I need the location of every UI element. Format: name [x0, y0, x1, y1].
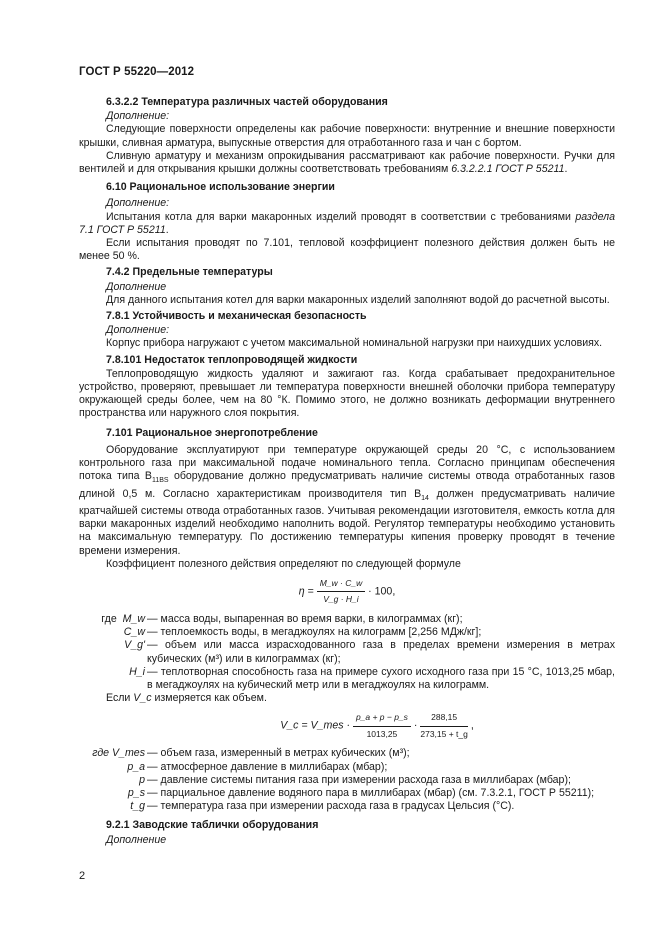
- paragraph: Если V_c измеряется как объем.: [106, 692, 267, 705]
- definition-item: t_g — температура газа при измерении расхода газа в градусах Цельсия (°С).: [130, 800, 515, 813]
- definition-list: [79, 747, 615, 813]
- section-heading: 7.101 Рациональное энергопотребление: [106, 426, 318, 439]
- section-heading: 7.8.101 Недостаток теплопроводящей жидкости: [106, 353, 358, 366]
- definition-item: C_w — теплоемкость воды, в мегаджоулях на килограмм [2,256 МДж/кг];: [123, 626, 482, 639]
- page-number: 2: [79, 870, 86, 882]
- paragraph: Оборудование эксплуатируют при температуре окружающей среды 20 °С, с использованием контрольного газа при максимальной подаче номинального тепла. Согласно принципам обеспечения потока типа $В_{11BS}$ оборудование должно предусматривать наличие системы отвода отработанных газов длиной 0,5 м. Согласно характеристикам производителя тип $В_{14}$ должен предусматривать наличие кратчайшей системы отвода отработанных газов. Учитывая рекомендации изготовителя, емкость котла для варки макаронных изделий необходимо наполнить водой. Регулятор температуры необходимо установить на максимальную температуру. По достижению температуры кипения проверку проводят в течение времени измерения.: [79, 443, 615, 557]
- paragraph: Коэффициент полезного действия определяют по следующей формуле: [106, 557, 461, 570]
- section-note: Дополнение:: [106, 110, 170, 123]
- paragraph: Теплопроводящую жидкость удаляют и зажигают газ. Когда срабатывает предохранительное устройство, проверяют, превышает ли температура поверхности внешней оболочки прибора температуру окружающей среды более, чем на 80 °К. Помимо этого, не должно возникать деформации внутреннего пространства или наружного слоя покрытия.: [79, 367, 615, 420]
- section-note: Дополнение:: [106, 324, 170, 337]
- section-heading: 6.3.2.2 Температура различных частей оборудования: [106, 96, 388, 108]
- formula-gas-volume: V_c = V_mes · $\frac{p\_a + p - p\_s}{1013,25}$ · $\frac{288,15}{273,15 + t\_g}$ ,: [280, 712, 474, 739]
- paragraph: Корпус прибора нагружают с учетом максимальной номинальной нагрузки при наихудших условиях.: [106, 337, 603, 350]
- definition-item: H_i — теплотворная способность газа на примере сухого исходного газа при 15 °С, 1013,25 мбар, в мегаджоулях на кубический метр или в мегаджоулях на килограмм.: [129, 665, 615, 691]
- formula-efficiency: η = $\frac{M\_w \cdot C\_w}{V\_g \cdot H\_i}$ · 100,: [298, 577, 396, 605]
- document-body: [79, 93, 615, 847]
- paragraph: Следующие поверхности определены как рабочие поверхности: внутренние и внешние поверхности крышки, сливная арматура, выпускные отверстия для отработанного газа и чан с бортом.: [79, 123, 615, 149]
- section-heading: 6.10 Рациональное использование энергии: [106, 181, 335, 194]
- paragraph: Сливную арматуру и механизм опрокидывания рассматривают как рабочие поверхности. Ручки для вентилей и для открывания крышки должны соответствовать требованиям 6.3.2.2.1 ГОСТ Р 55211.: [79, 149, 615, 176]
- section-note: Дополнение: [106, 280, 167, 293]
- section-heading: 7.4.2 Предельные температуры: [106, 266, 273, 279]
- document-header: ГОСТ Р 55220—2012: [79, 66, 195, 78]
- definition-item: p_s — парциальное давление водяного пара в миллибарах (мбар) (см. 7.3.2.1, ГОСТ Р 55211);: [127, 786, 595, 799]
- definition-list: [79, 613, 615, 692]
- definition-item: V_g' — объем или масса израсходованного газа в пределах времени измерения в метрах кубических (м³) или в килограммах (кг);: [124, 639, 615, 665]
- definition-item: p — давление системы питания газа при измерении расхода газа в миллибарах (мбар);: [139, 773, 571, 786]
- paragraph: Если испытания проводят по 7.101, тепловой коэффициент полезного действия должен быть не менее 50 %.: [79, 237, 615, 263]
- paragraph: Испытания котла для варки макаронных изделий проводят в соответствии с требованиями раздела 7.1 ГОСТ Р 55211.: [79, 210, 615, 236]
- definition-item: где M_w — масса воды, выпаренная во время варки, в килограммах (кг);: [101, 612, 463, 625]
- definition-item: где V_mes — объем газа, измеренный в метрах кубических (м³);: [92, 747, 410, 760]
- section-heading: 9.2.1 Заводские таблички оборудования: [106, 819, 319, 832]
- section-note: Дополнение: [106, 833, 167, 846]
- definition-item: p_a — атмосферное давление в миллибарах (мбар);: [127, 760, 388, 773]
- section-note: Дополнение:: [106, 197, 170, 210]
- paragraph: Для данного испытания котел для варки макаронных изделий заполняют водой до расчетной высоты.: [106, 293, 610, 306]
- section-heading: 7.8.1 Устойчивость и механическая безопасность: [106, 310, 367, 323]
